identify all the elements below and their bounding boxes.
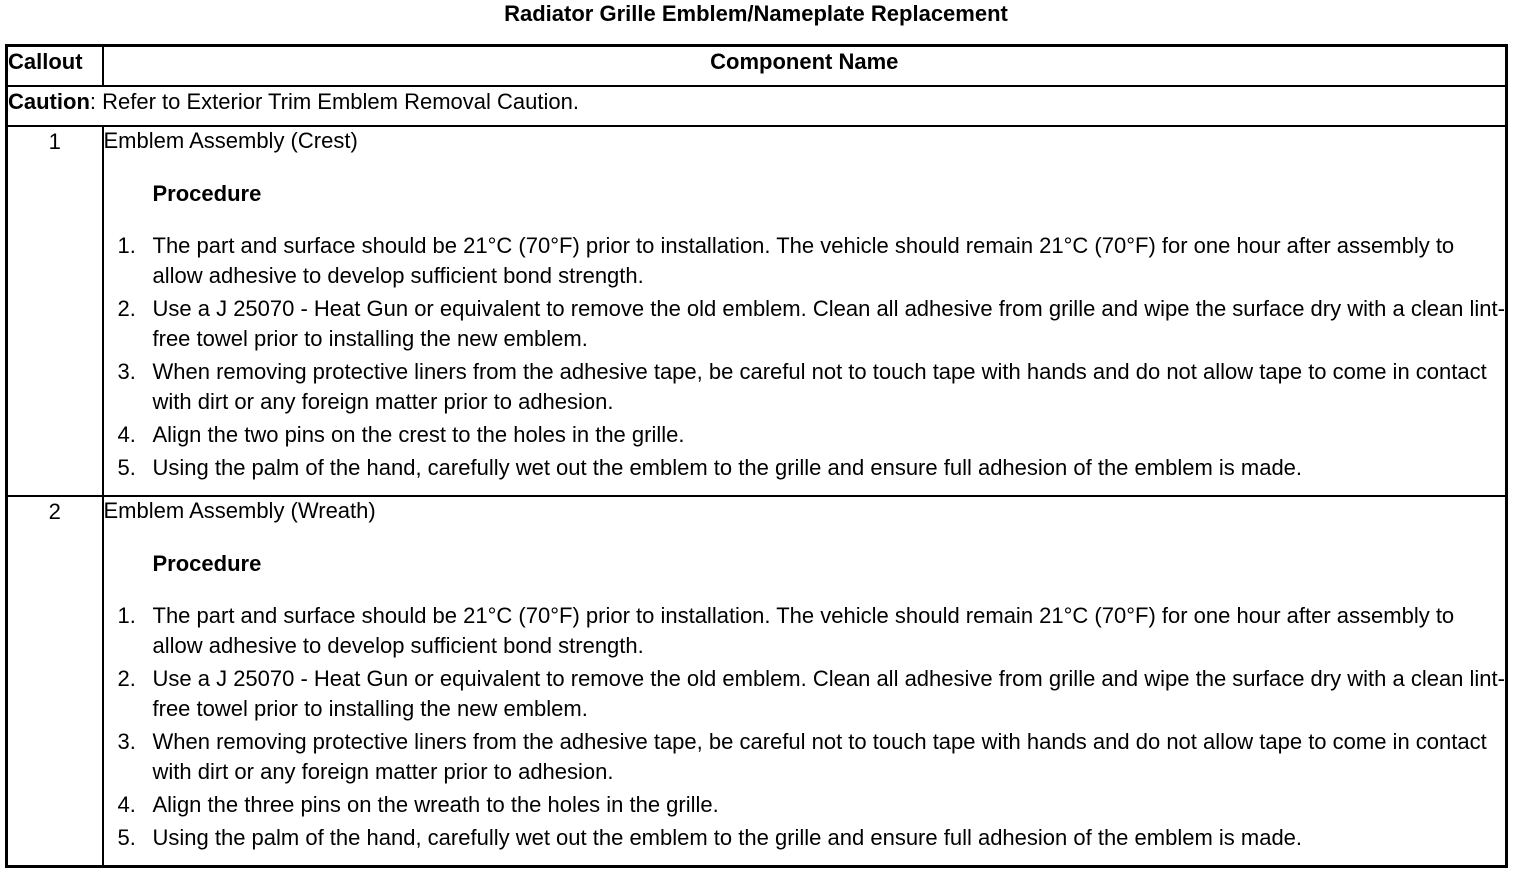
component-table: [5, 44, 1508, 868]
procedure-step: [104, 294, 1506, 354]
step-text: Align the three pins on the wreath to the holes in the grille.: [152, 792, 719, 817]
step-number: 4.: [117, 422, 136, 447]
document-title: Radiator Grille Emblem/Nameplate Replacement: [504, 1, 1008, 26]
step-text: Using the palm of the hand, carefully wet out the emblem to the grille and ensure full adhesion of the emblem is made.: [152, 455, 1303, 480]
procedure-step: [104, 790, 1506, 820]
procedure-step: [104, 823, 1506, 853]
procedure-step: [104, 453, 1506, 483]
step-text: The part and surface should be 21°C (70°F) prior to installation. The vehicle should remain 21°C (70°F) for one hour after assembly to allow adhesive to develop sufficient bond strength.: [152, 603, 1455, 658]
step-text: Use a J 25070 - Heat Gun or equivalent to remove the old emblem. Clean all adhesive from grille and wipe the surface dry with a clean lint-free towel prior to installing the new emblem.: [152, 666, 1505, 721]
procedure-step: [104, 420, 1506, 450]
procedure-step: [104, 601, 1506, 661]
step-text: Use a J 25070 - Heat Gun or equivalent to remove the old emblem. Clean all adhesive from grille and wipe the surface dry with a clean lint-free towel prior to installing the new emblem.: [152, 296, 1505, 351]
component-name: Emblem Assembly (Wreath): [103, 498, 376, 523]
step-number: 5.: [117, 455, 136, 480]
callout-column-header: Callout: [7, 46, 103, 87]
step-text: Using the palm of the hand, carefully wet out the emblem to the grille and ensure full adhesion of the emblem is made.: [152, 825, 1303, 850]
step-number: 1.: [117, 603, 136, 628]
caution-row: [7, 86, 1507, 126]
step-number: 5.: [117, 825, 136, 850]
caution-cell: [7, 86, 1507, 126]
caution-text: : Refer to Exterior Trim Emblem Removal Caution.: [89, 89, 579, 114]
step-text: When removing protective liners from the adhesive tape, be careful not to touch tape with hands and do not allow tape to come in contact with dirt or any foreign matter prior to adhesion.: [152, 729, 1487, 784]
procedure-step: [104, 231, 1506, 291]
step-text: When removing protective liners from the adhesive tape, be careful not to touch tape with hands and do not allow tape to come in contact with dirt or any foreign matter prior to adhesion.: [152, 359, 1487, 414]
procedure-step: [104, 357, 1506, 417]
step-number: 3.: [117, 359, 136, 384]
table-header-row: [7, 46, 1507, 87]
step-number: 1.: [117, 233, 136, 258]
procedure-steps: [104, 601, 1506, 853]
procedure-heading: Procedure: [152, 551, 262, 576]
caution-label: Caution: [8, 89, 90, 114]
step-number: 4.: [117, 792, 136, 817]
component-name: Emblem Assembly (Crest): [103, 128, 358, 153]
procedure-step: [104, 727, 1506, 787]
table-row: [7, 126, 1507, 496]
component-name-column-header: Component Name: [103, 46, 1507, 87]
component-cell: [103, 496, 1507, 867]
step-text: The part and surface should be 21°C (70°F) prior to installation. The vehicle should remain 21°C (70°F) for one hour after assembly to allow adhesive to develop sufficient bond strength.: [152, 233, 1455, 288]
step-number: 3.: [117, 729, 136, 754]
procedure-step: [104, 664, 1506, 724]
step-number: 2.: [117, 296, 136, 321]
callout-number: 1: [7, 126, 103, 496]
step-text: Align the two pins on the crest to the holes in the grille.: [152, 422, 685, 447]
procedure-heading: Procedure: [152, 181, 262, 206]
table-row: [7, 496, 1507, 867]
callout-number: 2: [7, 496, 103, 867]
component-cell: [103, 126, 1507, 496]
procedure-steps: [104, 231, 1506, 483]
step-number: 2.: [117, 666, 136, 691]
